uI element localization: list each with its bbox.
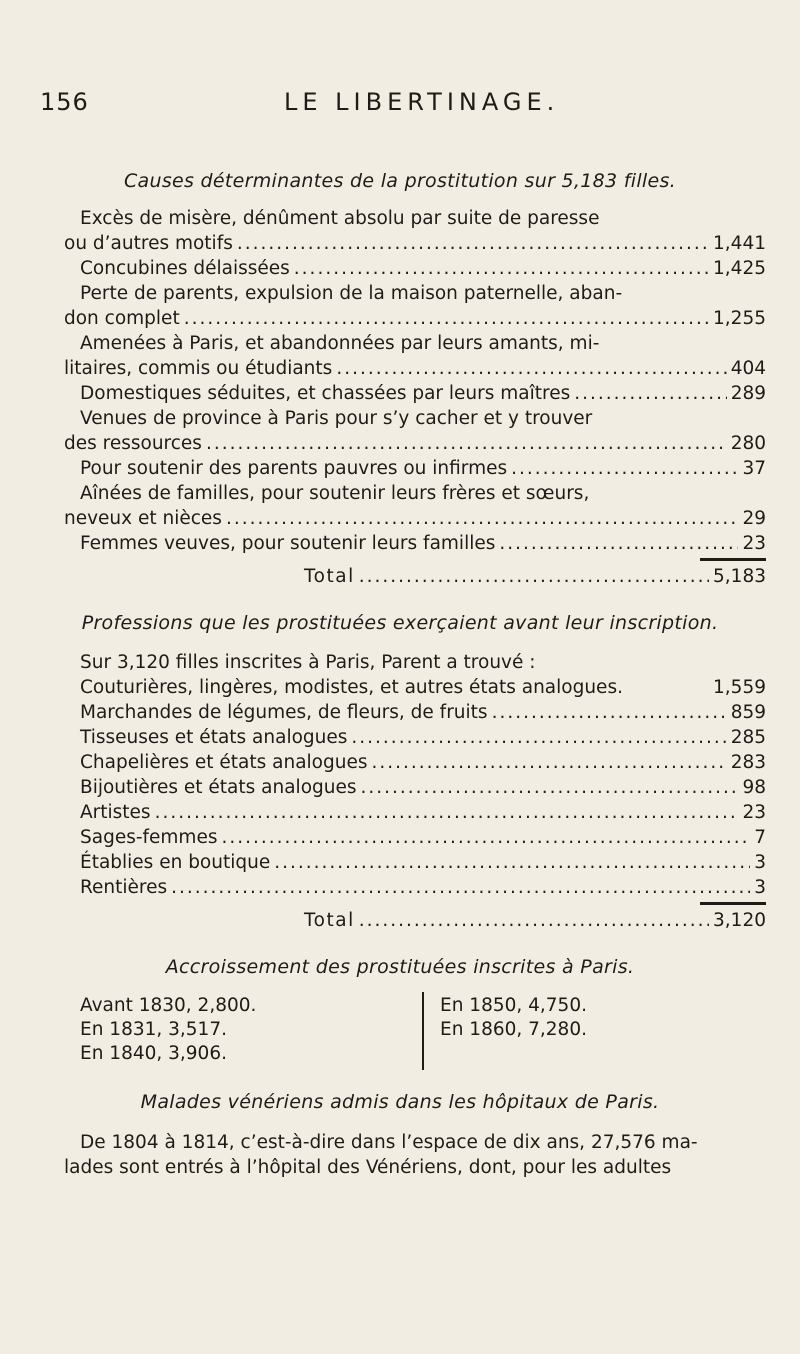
growth-entry: En 1850, 4,750.	[440, 995, 587, 1016]
row-value: 1,559	[713, 677, 766, 698]
row-value: 283	[730, 752, 766, 773]
profession-row	[80, 875, 766, 900]
growth-right-column	[440, 994, 587, 1042]
growth-left-column	[80, 994, 256, 1066]
profession-row	[80, 800, 766, 825]
causes-row	[80, 531, 766, 556]
causes-row	[64, 231, 766, 256]
growth-entry: En 1860, 7,280.	[440, 1019, 587, 1040]
growth-entry: Avant 1830, 2,800.	[80, 995, 257, 1016]
professions-total	[304, 908, 766, 933]
profession-row	[80, 750, 766, 775]
causes-line-1: Excès de misère, dénûment absolu par suite de paresse	[80, 208, 600, 229]
row-value: 289	[730, 383, 766, 404]
row-label: Rentières	[80, 877, 168, 898]
column-divider	[422, 992, 424, 1070]
row-value: 1,255	[713, 308, 766, 329]
row-label: Artistes	[80, 802, 151, 823]
causes-row	[64, 306, 766, 331]
total-label: Total	[304, 566, 355, 587]
sum-rule	[700, 558, 766, 561]
sum-rule	[700, 902, 766, 905]
causes-line-8: Venues de province à Paris pour s’y cacher et y trouver	[80, 408, 593, 429]
total-label: Total	[304, 910, 355, 931]
row-value: 23	[742, 802, 766, 823]
growth-title: Accroissement des prostituées inscrites à Paris.	[165, 956, 635, 978]
venereal-title: Malades vénériens admis dans les hôpitaux de Paris.	[140, 1091, 660, 1113]
row-label: ou d’autres motifs	[64, 233, 233, 254]
professions-intro: Sur 3,120 filles inscrites à Paris, Parent a trouvé :	[80, 652, 536, 673]
row-label: Établies en boutique	[80, 852, 271, 873]
row-value: 859	[730, 702, 766, 723]
causes-line-11: Aînées de familles, pour soutenir leurs frères et sœurs,	[80, 483, 590, 504]
causes-line-5: Amenées à Paris, et abandonnées par leurs amants, mi-	[80, 333, 600, 354]
row-label: Pour soutenir des parents pauvres ou infirmes	[80, 458, 508, 479]
row-label: neveux et nièces	[64, 508, 222, 529]
row-label: Femmes veuves, pour soutenir leurs familles	[80, 533, 496, 554]
row-label: Sages-femmes	[80, 827, 218, 848]
row-label: litaires, commis ou étudiants	[64, 358, 333, 379]
row-value: 1,441	[713, 233, 766, 254]
causes-row	[80, 456, 766, 481]
causes-row	[64, 431, 766, 456]
row-value: 285	[730, 727, 766, 748]
row-label: Couturières, lingères, modistes, et autres états analogues.	[80, 677, 623, 698]
row-label: Domestiques séduites, et chassées par leurs maîtres	[80, 383, 571, 404]
profession-row	[80, 775, 766, 800]
causes-row	[64, 506, 766, 531]
row-value: 280	[730, 433, 766, 454]
venereal-line: De 1804 à 1814, c’est-à-dire dans l’espace de dix ans, 27,576 ma-	[80, 1132, 698, 1153]
professions-title: Professions que les prostituées exerçaient avant leur inscription.	[81, 612, 719, 634]
profession-row	[80, 725, 766, 750]
profession-row	[80, 850, 766, 875]
causes-row	[80, 381, 766, 406]
running-title: LE LIBERTINAGE.	[284, 88, 560, 116]
row-value: 37	[742, 458, 766, 479]
row-label: des ressources	[64, 433, 202, 454]
total-value: 5,183	[713, 566, 766, 587]
row-value: 3	[754, 877, 766, 898]
causes-title: Causes déterminantes de la prostitution sur 5,183 filles.	[123, 170, 677, 192]
row-label: Bijoutières et états analogues	[80, 777, 357, 798]
row-label: Chapelières et états analogues	[80, 752, 368, 773]
profession-row	[80, 825, 766, 850]
row-value: 404	[730, 358, 766, 379]
profession-row	[80, 675, 766, 700]
causes-total	[304, 564, 766, 589]
causes-line-3: Perte de parents, expulsion de la maison paternelle, aban-	[80, 283, 623, 304]
row-value: 1,425	[713, 258, 766, 279]
row-label: Marchandes de légumes, de fleurs, de fruits	[80, 702, 488, 723]
page-header	[40, 88, 776, 122]
profession-row	[80, 700, 766, 725]
row-value: 29	[742, 508, 766, 529]
row-label: Tisseuses et états analogues	[80, 727, 348, 748]
causes-row	[80, 256, 766, 281]
row-value: 98	[742, 777, 766, 798]
growth-entry: En 1840, 3,906.	[80, 1043, 227, 1064]
growth-entry: En 1831, 3,517.	[80, 1019, 227, 1040]
row-value: 23	[742, 533, 766, 554]
venereal-line: lades sont entrés à l’hôpital des Vénériens, dont, pour les adultes	[64, 1157, 672, 1178]
row-label: Concubines délaissées	[80, 258, 290, 279]
row-label: don complet	[64, 308, 180, 329]
total-value: 3,120	[713, 910, 766, 931]
row-value: 7	[754, 827, 766, 848]
row-value: 3	[754, 852, 766, 873]
page-number: 156	[40, 88, 89, 116]
causes-row	[64, 356, 766, 381]
